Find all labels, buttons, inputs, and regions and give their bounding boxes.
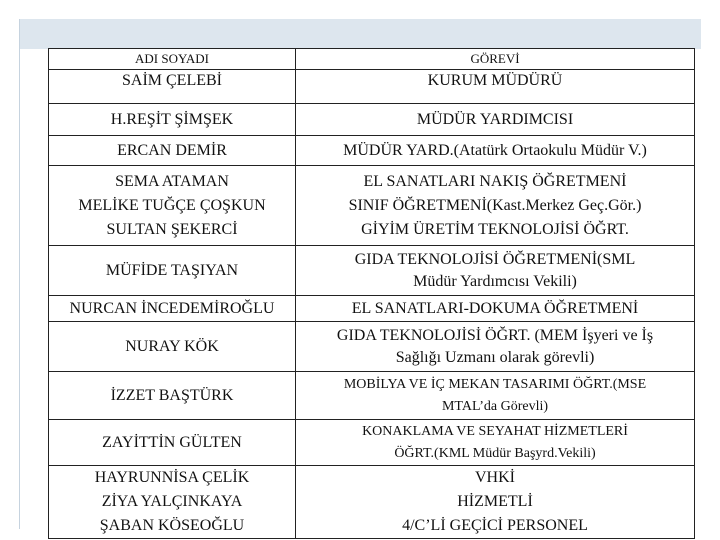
name-line: MELİKE TUĞÇE ÇOŞKUN (78, 196, 266, 214)
header-name: ADI SOYADI (49, 49, 296, 70)
table-row (49, 136, 695, 166)
name-cell (49, 296, 296, 322)
duty-line: SINIF ÖĞRETMENİ(Kast.Merkez Geç.Gör.) (348, 196, 642, 214)
name-line: SAİM ÇELEBİ (122, 72, 222, 89)
duty-cell (296, 70, 695, 104)
duty-line: MOBİLYA VE İÇ MEKAN TASARIMI ÖĞRT.(MSE (343, 376, 647, 392)
duty-line: GİYİM ÜRETİM TEKNOLOJİSİ ÖĞRT. (361, 220, 629, 238)
duty-line: ÖĞRT.(KML Müdür Başyrd.Vekili) (394, 445, 596, 461)
name-line: ZİYA YALÇINKAYA (101, 493, 243, 510)
table-row (49, 466, 695, 539)
name-cell (49, 70, 296, 104)
duty-cell (296, 420, 695, 466)
name-cell (49, 104, 296, 136)
duty-line: EL SANATLARI NAKIŞ ÖĞRETMENİ (363, 172, 627, 190)
duty-cell (296, 136, 695, 166)
duty-cell (296, 166, 695, 246)
header-duty: GÖREVİ (296, 49, 695, 70)
name-line: SULTAN ŞEKERCİ (106, 220, 238, 238)
name-line: NURCAN İNCEDEMİROĞLU (69, 299, 275, 317)
duty-line: MÜDÜR YARDIMCISI (416, 110, 574, 128)
duty-line: 4/C’Lİ GEÇİCİ PERSONEL (402, 517, 588, 534)
name-line: SEMA ATAMAN (115, 172, 229, 190)
table-row (49, 420, 695, 466)
name-line: ŞABAN KÖSEOĞLU (99, 517, 245, 534)
table-row (49, 166, 695, 246)
table-row (49, 322, 695, 372)
duty-line: MTAL’da Görevli) (441, 398, 549, 414)
name-cell (49, 466, 296, 539)
name-cell (49, 372, 296, 420)
table-row (49, 246, 695, 296)
duty-cell (296, 322, 695, 372)
duty-line: KONAKLAMA VE SEYAHAT HİZMETLERİ (362, 423, 628, 439)
table-row (49, 296, 695, 322)
duty-line: Sağlığı Uzmanı olarak görevli) (395, 348, 595, 366)
name-cell (49, 246, 296, 296)
name-line: ZAYİTTİN GÜLTEN (102, 433, 242, 451)
duty-cell (296, 104, 695, 136)
duty-cell (296, 296, 695, 322)
name-cell (49, 322, 296, 372)
duty-line: Müdür Yardımcısı Vekili) (413, 272, 577, 290)
name-line: MÜFİDE TAŞIYAN (105, 261, 239, 279)
name-line: H.REŞİT ŞİMŞEK (110, 110, 234, 128)
table-row (49, 104, 695, 136)
name-cell (49, 136, 296, 166)
duty-line: EL SANATLARI-DOKUMA ÖĞRETMENİ (351, 299, 639, 317)
name-line: ERCAN DEMİR (117, 141, 227, 159)
duty-line: VHKİ (475, 469, 515, 486)
duty-line: GIDA TEKNOLOJİSİ ÖĞRETMENİ(SML (354, 250, 636, 268)
name-cell (49, 166, 296, 246)
name-line: İZZET BAŞTÜRK (110, 386, 234, 404)
duty-cell (296, 246, 695, 296)
table-row (49, 70, 695, 104)
table-row (49, 372, 695, 420)
duty-cell (296, 466, 695, 539)
name-cell (49, 420, 296, 466)
name-line: NURAY KÖK (125, 337, 219, 355)
duty-line: HİZMETLİ (457, 493, 533, 510)
name-line: HAYRUNNİSA ÇELİK (94, 469, 250, 486)
duty-line: MÜDÜR YARD.(Atatürk Ortaokulu Müdür V.) (343, 141, 647, 159)
duty-cell (296, 372, 695, 420)
duty-line: KURUM MÜDÜRÜ (427, 72, 563, 89)
duty-line: GIDA TEKNOLOJİSİ ÖĞRT. (MEM İşyeri ve İş (336, 326, 654, 344)
table-header-row (49, 49, 695, 70)
staff-table (48, 48, 695, 539)
